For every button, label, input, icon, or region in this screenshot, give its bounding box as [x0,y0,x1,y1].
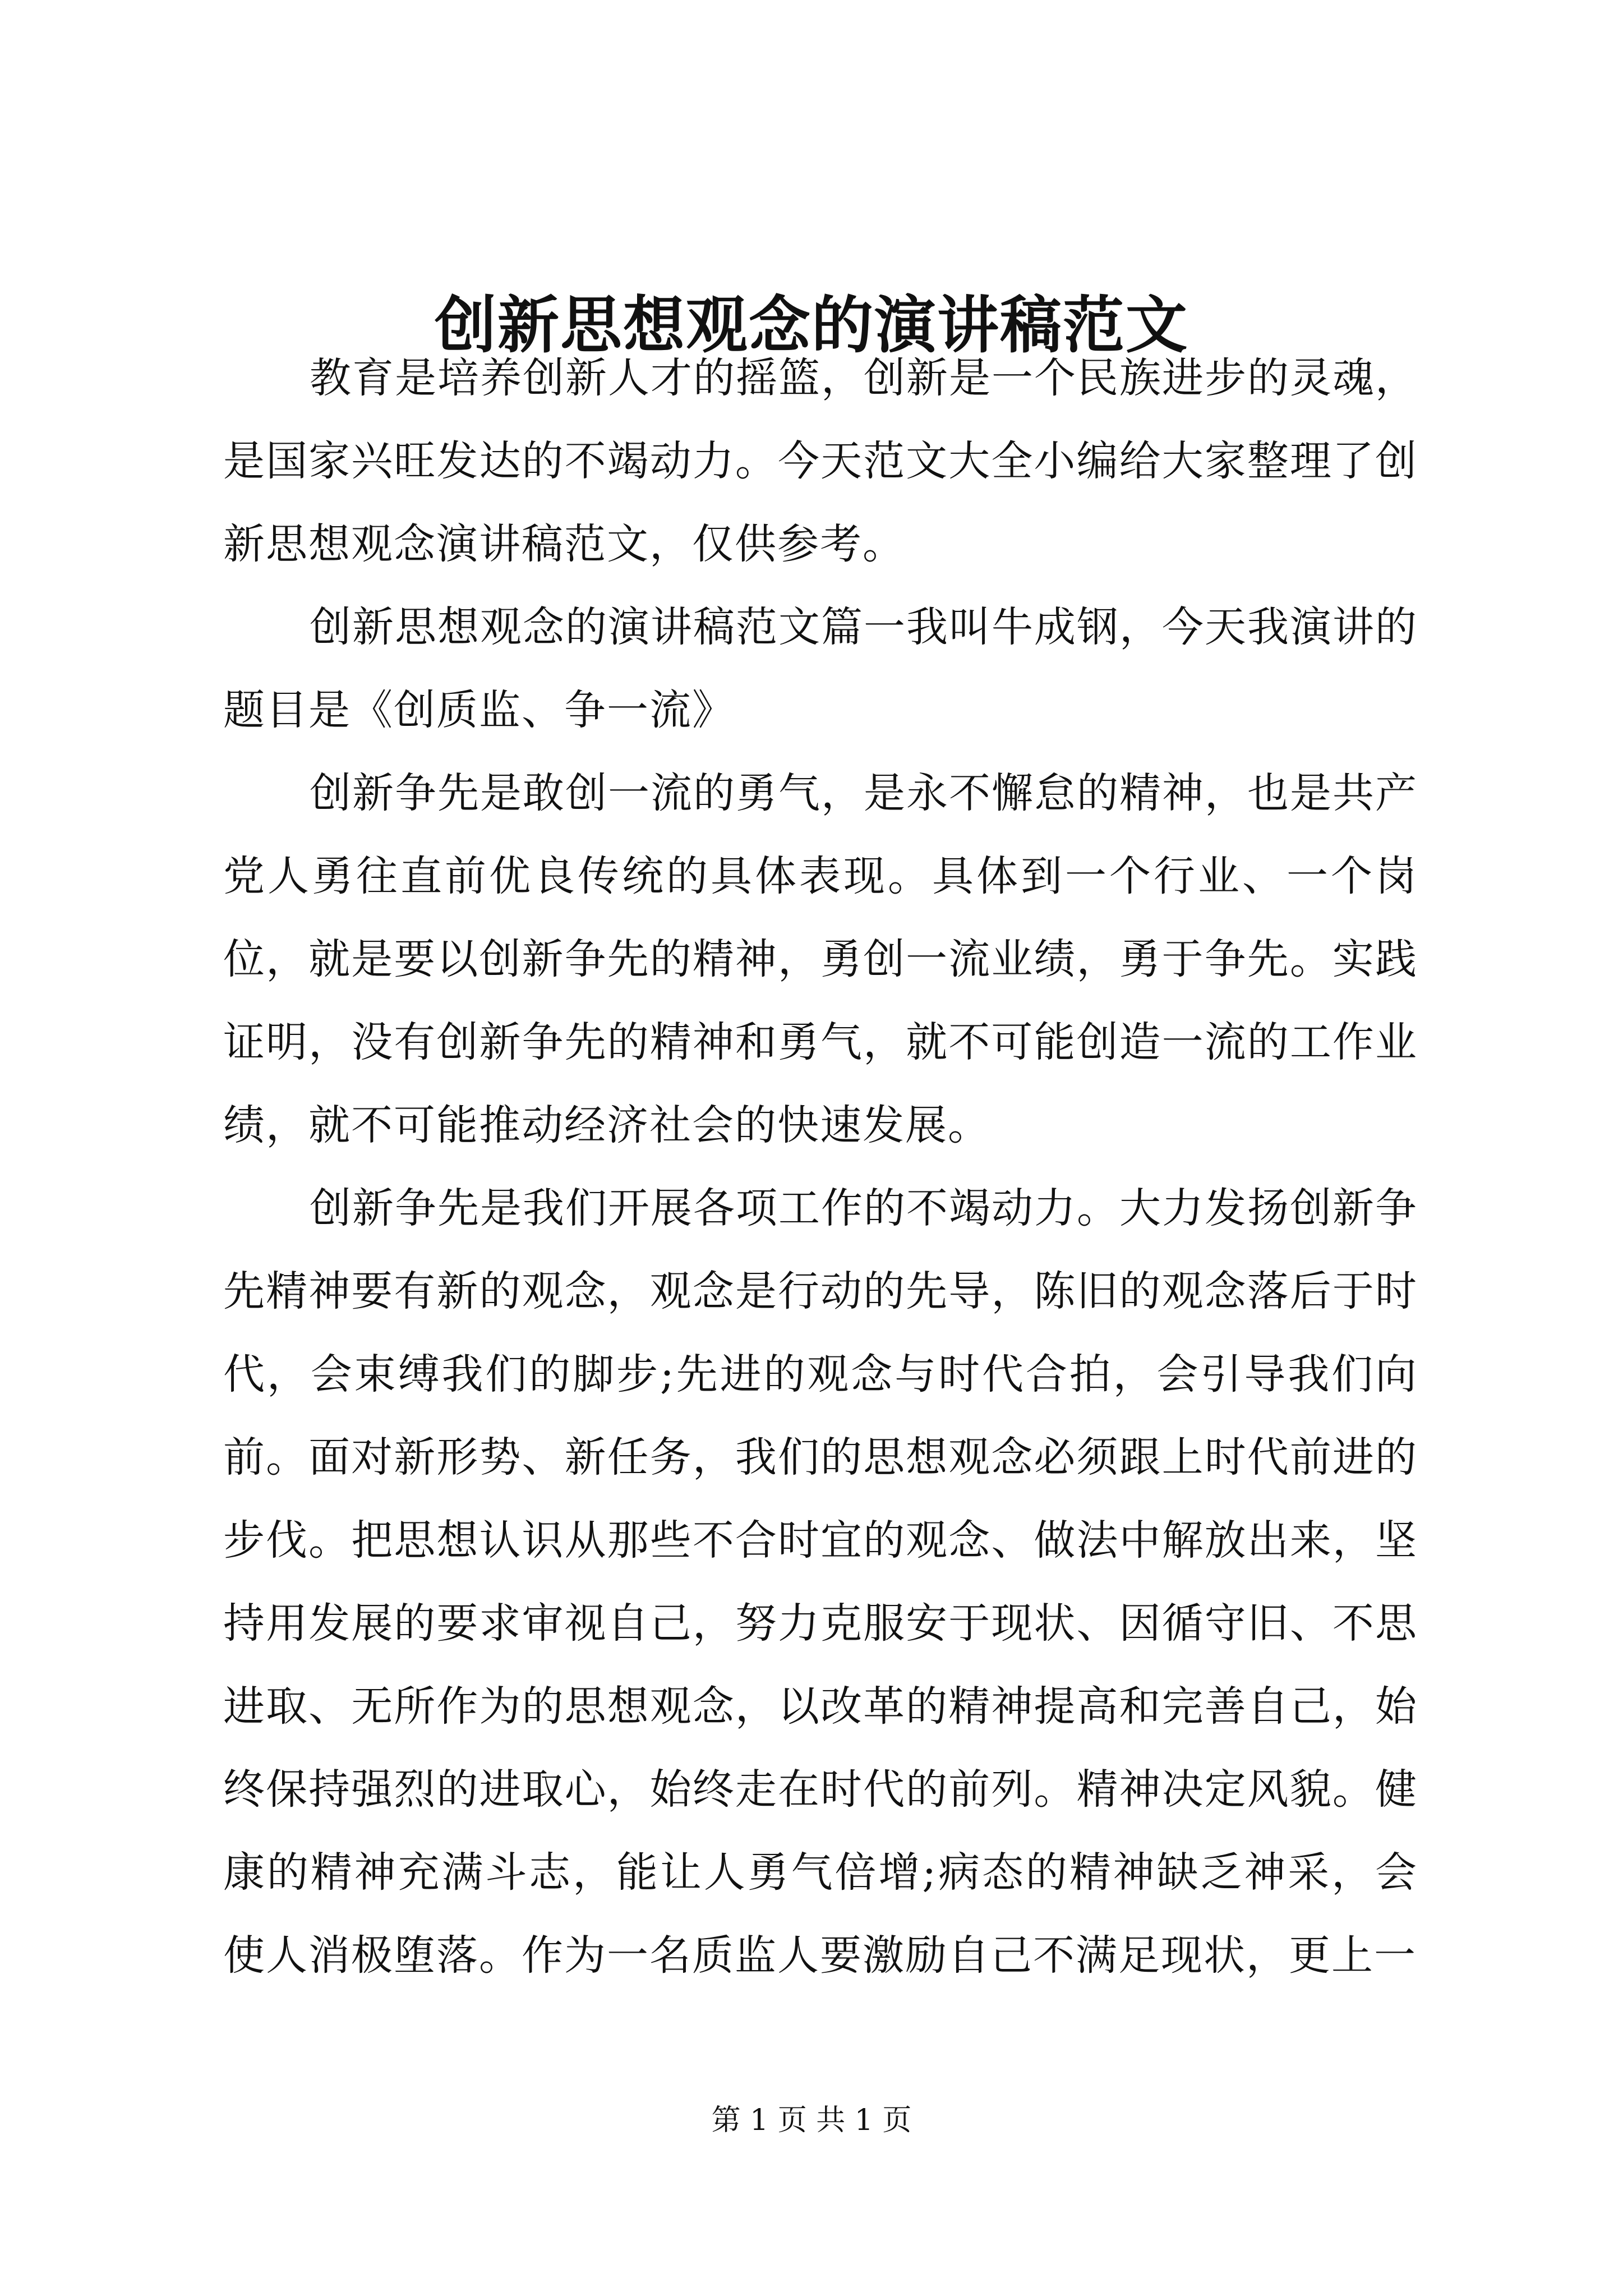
paragraph-intro: 教育是培养创新人才的摇篮，创新是一个民族进步的灵魂，是国家兴旺发达的不竭动力。今天范文大全小编给大家整理了创新思想观念演讲稿范文，仅供参考。 [223,354,1418,568]
paragraph-speech-title: 创新思想观念的演讲稿范文篇一我叫牛成钢，今天我演讲的题目是《创质监、争一流》 [223,603,1418,734]
document-title: 创新思想观念的演讲稿范文 [435,289,1188,361]
paragraph-innovation-driving-force: 创新争先是我们开展各项工作的不竭动力。大力发扬创新争先精神要有新的观念，观念是行动的先导，陈旧的观念落后于时代，会束缚我们的脚步;先进的观念与时代合拍，会引导我们向前。面对新形势、新任务，我们的思想观念必须跟上时代前进的步伐。把思想认识从那些不合时宜的观念、做法中解放出来，坚持用发展的要求审视自己，努力克服安于现状、因循守旧、不思进取、无所作为的思想观念，以改革的精神提高和完善自己，始终保持强烈的进取心，始终走在时代的前列。精神决定风貌。健康的精神充满斗志，能让人勇气倍增;病态的精神缺乏神采，会使人消极堕落。作为一名质监人要激励自己不满足现状，更上一 [223,1184,1418,1980]
page-number-footer: 第 1 页 共 1 页 [711,2104,912,2137]
paragraph-innovation-courage: 创新争先是敢创一流的勇气，是永不懈怠的精神，也是共产党人勇往直前优良传统的具体表现。具体到一个行业、一个岗位，就是要以创新争先的精神，勇创一流业绩，勇于争先。实践证明，没有创新争先的精神和勇气，就不可能创造一流的工作业绩，就不可能推动经济社会的快速发展。 [223,769,1418,1149]
document-body [223,337,1418,1997]
